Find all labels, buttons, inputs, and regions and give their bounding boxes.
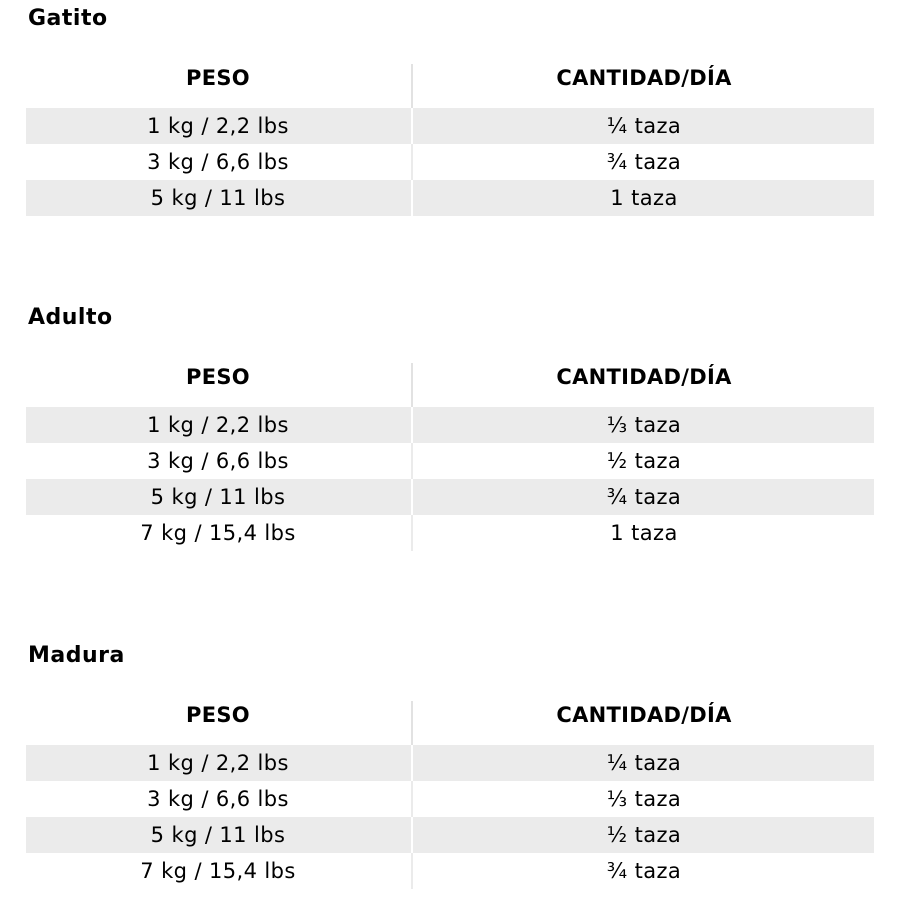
feeding-table-madura — [26, 701, 874, 889]
header-amount: CANTIDAD/DÍA — [556, 703, 732, 727]
column-divider — [411, 745, 413, 781]
cell-amount: ¾ taza — [606, 485, 682, 509]
cell-amount: ¾ taza — [606, 859, 682, 883]
column-divider — [411, 363, 413, 407]
table-row — [26, 781, 874, 817]
table-row — [26, 144, 874, 180]
feeding-table-adulto — [26, 363, 874, 551]
cell-amount: 1 taza — [610, 521, 678, 545]
cell-weight: 5 kg / 11 lbs — [150, 485, 286, 509]
table-header — [26, 363, 874, 407]
cell-amount: ⅓ taza — [606, 413, 682, 437]
table-row — [26, 443, 874, 479]
cell-amount: ¼ taza — [606, 751, 682, 775]
column-divider — [411, 144, 413, 180]
table-row — [26, 853, 874, 889]
header-weight: PESO — [186, 66, 250, 90]
column-divider — [411, 479, 413, 515]
table-row — [26, 407, 874, 443]
column-divider — [411, 701, 413, 745]
table-row — [26, 108, 874, 144]
column-divider — [411, 407, 413, 443]
cell-weight: 7 kg / 15,4 lbs — [140, 521, 296, 545]
cell-weight: 5 kg / 11 lbs — [150, 823, 286, 847]
header-weight: PESO — [186, 365, 250, 389]
cell-weight: 3 kg / 6,6 lbs — [147, 449, 289, 473]
column-divider — [411, 515, 413, 551]
cell-weight: 3 kg / 6,6 lbs — [147, 150, 289, 174]
cell-weight: 1 kg / 2,2 lbs — [147, 751, 289, 775]
table-row — [26, 180, 874, 216]
section-title: Adulto — [28, 305, 113, 330]
column-divider — [411, 817, 413, 853]
cell-amount: ¾ taza — [606, 150, 682, 174]
table-header — [26, 64, 874, 108]
section-title: Gatito — [28, 6, 108, 31]
column-divider — [411, 180, 413, 216]
table-row — [26, 515, 874, 551]
cell-amount: ⅓ taza — [606, 787, 682, 811]
header-amount: CANTIDAD/DÍA — [556, 365, 732, 389]
column-divider — [411, 443, 413, 479]
table-row — [26, 745, 874, 781]
cell-amount: ½ taza — [606, 823, 682, 847]
cell-weight: 3 kg / 6,6 lbs — [147, 787, 289, 811]
cell-weight: 5 kg / 11 lbs — [150, 186, 286, 210]
header-weight: PESO — [186, 703, 250, 727]
cell-amount: ¼ taza — [606, 114, 682, 138]
cell-weight: 7 kg / 15,4 lbs — [140, 859, 296, 883]
cell-weight: 1 kg / 2,2 lbs — [147, 413, 289, 437]
cell-weight: 1 kg / 2,2 lbs — [147, 114, 289, 138]
cell-amount: ½ taza — [606, 449, 682, 473]
column-divider — [411, 853, 413, 889]
column-divider — [411, 64, 413, 108]
column-divider — [411, 108, 413, 144]
table-header — [26, 701, 874, 745]
cell-amount: 1 taza — [610, 186, 678, 210]
column-divider — [411, 781, 413, 817]
header-amount: CANTIDAD/DÍA — [556, 66, 732, 90]
table-row — [26, 479, 874, 515]
feeding-table-gatito — [26, 64, 874, 216]
table-row — [26, 817, 874, 853]
section-title: Madura — [28, 643, 125, 668]
